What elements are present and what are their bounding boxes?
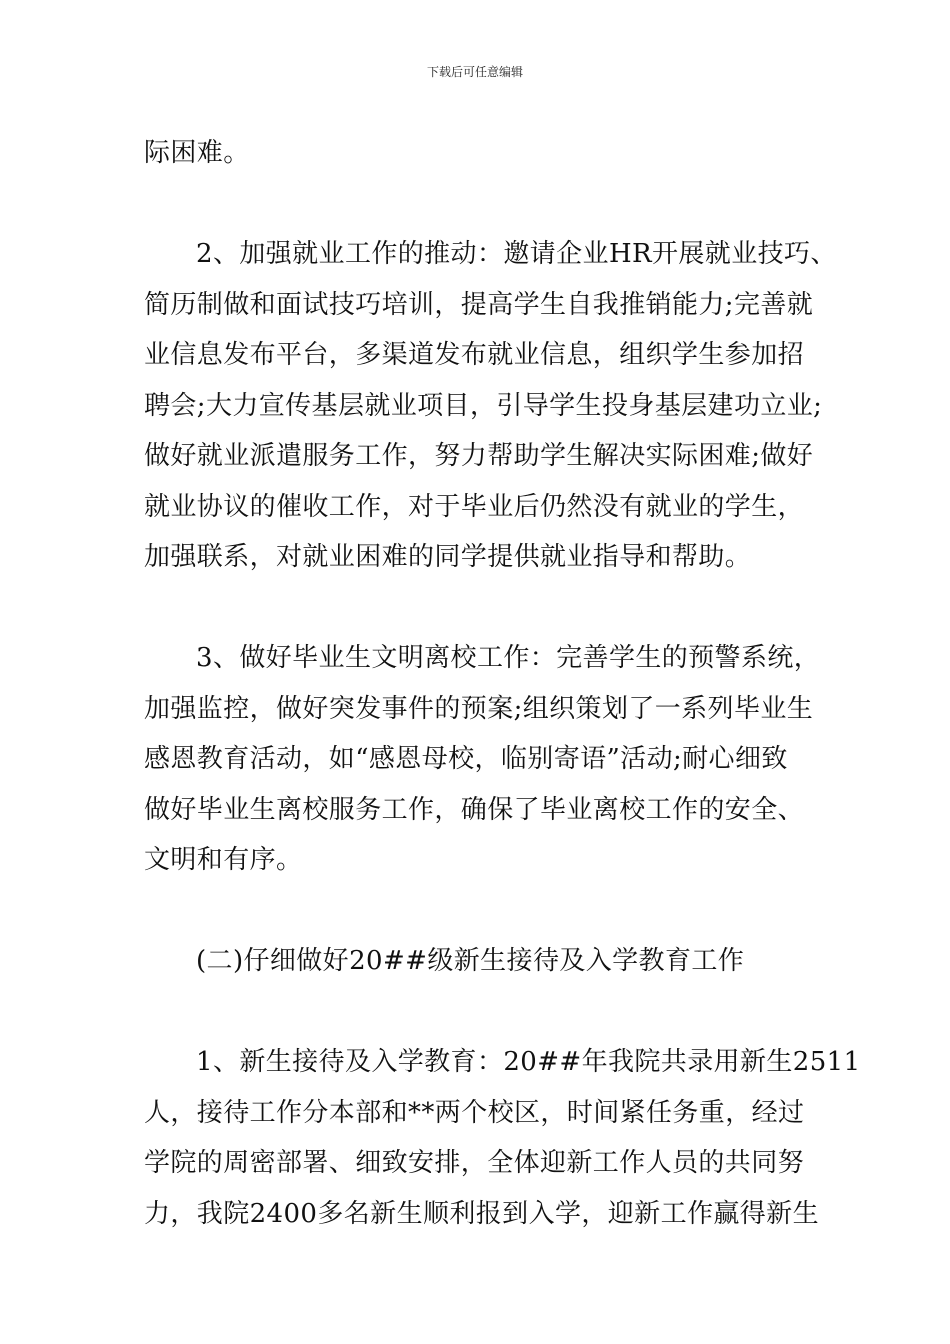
paragraph-freshman-reception — [144, 1037, 861, 1239]
document-body — [144, 128, 861, 1239]
paragraph-continuation — [144, 128, 810, 179]
text-line: 简历制做和面试技巧培训，提高学生自我推销能力;完善就 — [144, 289, 814, 320]
paragraph-gap — [144, 179, 810, 230]
text-line: 1、新生接待及入学教育：20##年我院共录用新生2511 — [196, 1047, 861, 1077]
text-line: 做好就业派遣服务工作，努力帮助学生解决实际困难;做好 — [144, 441, 814, 471]
page-header: 下载后可任意编辑 — [426, 65, 523, 79]
text-line: 3、做好毕业生文明离校工作：完善学生的预警系统， — [196, 643, 821, 673]
text-line: 加强监控，做好突发事件的预案;组织策划了一系列毕业生 — [144, 693, 814, 724]
text-line: 文明和有序。 — [144, 845, 303, 875]
text-line: 际困难。 — [144, 138, 250, 168]
paragraph-graduate-departure — [144, 633, 821, 886]
text-line: 业信息发布平台，多渠道发布就业信息，组织学生参加招 — [144, 340, 805, 370]
paragraph-employment-promotion — [144, 229, 837, 583]
text-line: 聘会;大力宣传基层就业项目，引导学生投身基层建功立业; — [144, 390, 823, 421]
text-line: 学院的周密部署、细致安排，全体迎新工作人员的共同努 — [144, 1148, 805, 1178]
text-line: 人，接待工作分本部和**两个校区，时间紧任务重，经过 — [144, 1097, 805, 1128]
paragraph-gap — [144, 583, 810, 634]
text-line: 力，我院2400多名新生顺利报到入学，迎新工作赢得新生 — [144, 1198, 819, 1229]
text-line: 2、加强就业工作的推动：邀请企业HR开展就业技巧、 — [196, 239, 837, 269]
text-line: 就业协议的催收工作，对于毕业后仍然没有就业的学生， — [144, 491, 805, 522]
paragraph-gap — [144, 886, 810, 937]
text-line: 加强联系，对就业困难的同学提供就业指导和帮助。 — [144, 542, 752, 572]
text-line: 做好毕业生离校服务工作，确保了毕业离校工作的安全、 — [144, 794, 805, 825]
text-line: (二)仔细做好20##级新生接待及入学教育工作 — [196, 946, 745, 976]
section-heading — [144, 936, 810, 987]
paragraph-gap — [144, 987, 810, 1038]
text-line: 感恩教育活动，如“感恩母校，临别寄语”活动;耐心细致 — [144, 744, 788, 774]
